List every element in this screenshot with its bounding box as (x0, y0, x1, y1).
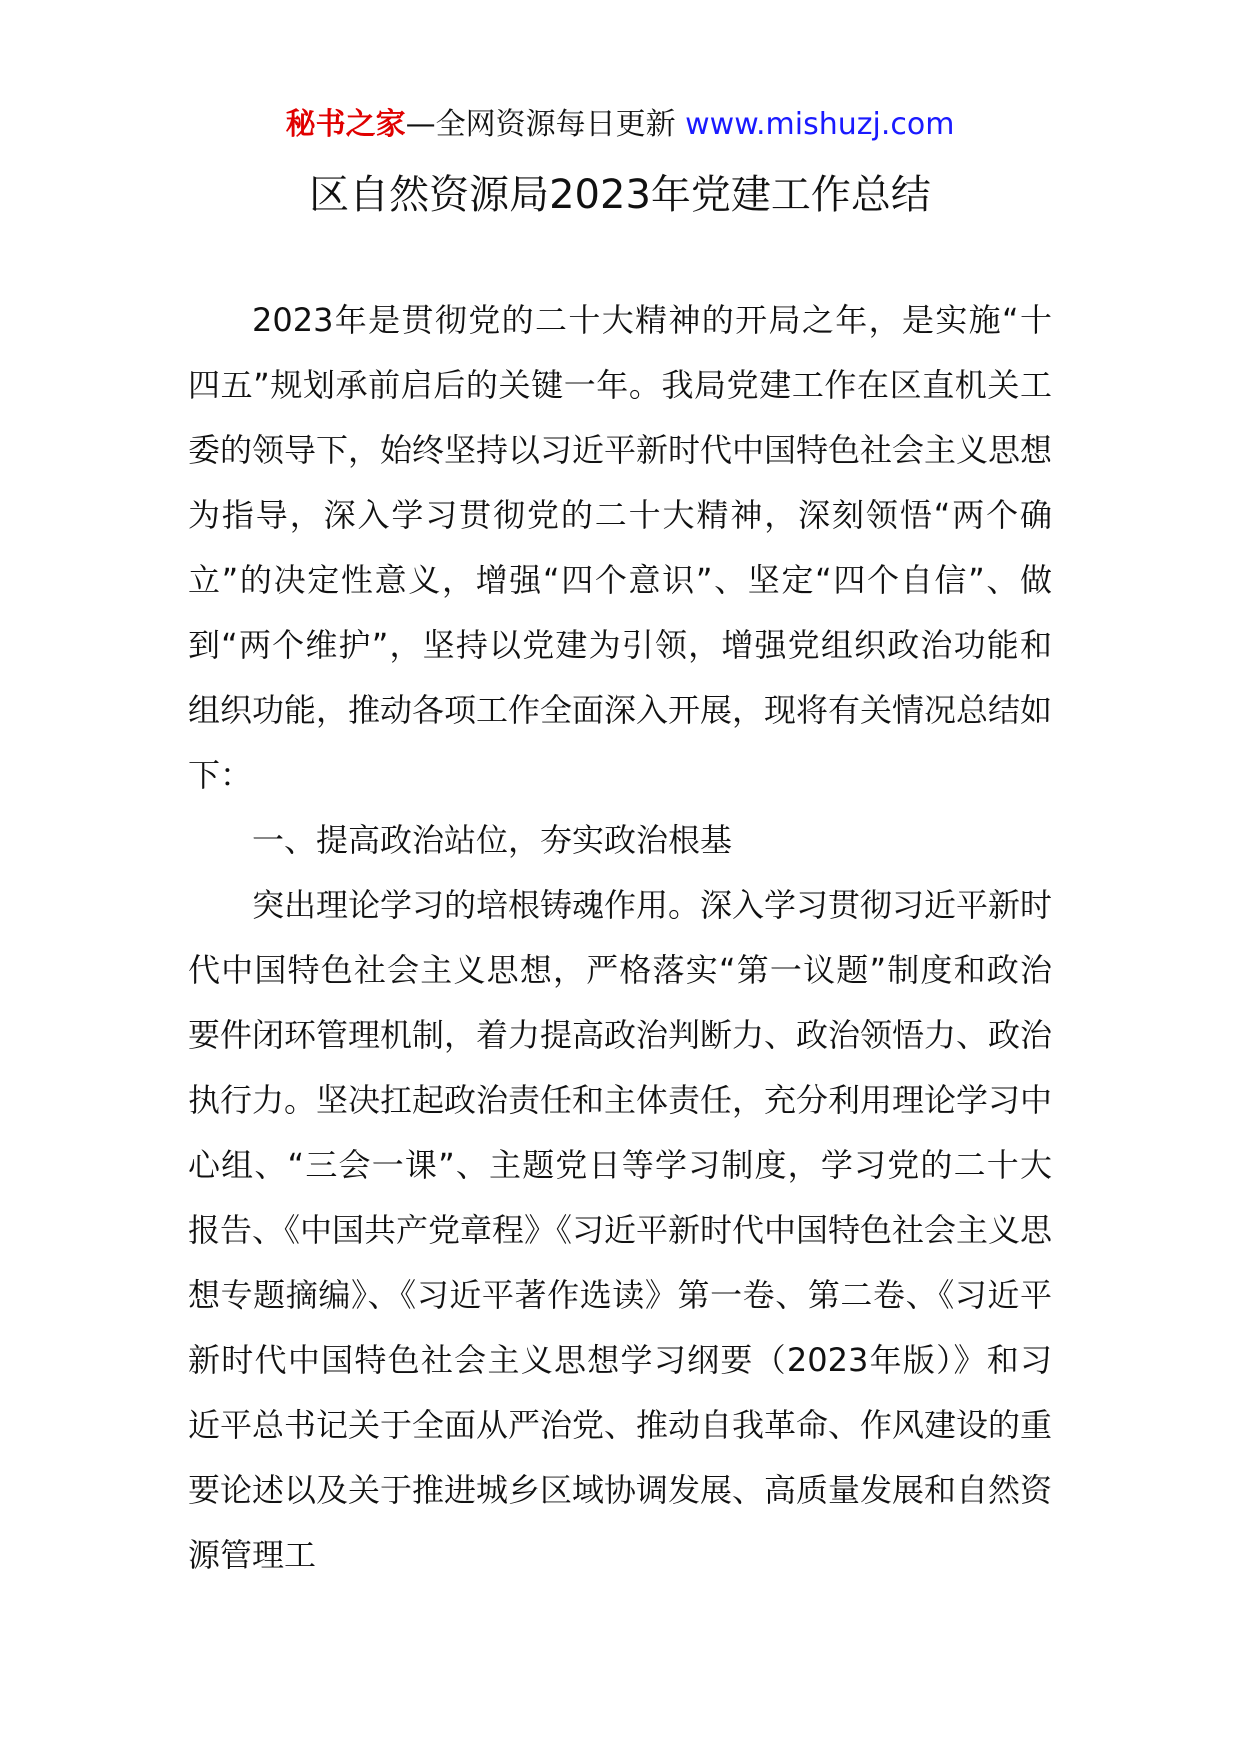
section-1-paragraph: 突出理论学习的培根铸魂作用。深入学习贯彻习近平新时代中国特色社会主义思想，严格落实“第一议题”制度和政治要件闭环管理机制，着力提高政治判断力、政治领悟力、政治执行力。坚决扛起政治责任和主体责任，充分利用理论学习中心组、“三会一课”、主题党日等学习制度，学习党的二十大报告、《中国共产党章程》《习近平新时代中国特色社会主义思想专题摘编》、《习近平著作选读》第一卷、第二卷、《习近平新时代中国特色社会主义思想学习纲要（2023年版）》和习近平总书记关于全面从严治党、推动自我革命、作风建设的重要论述以及关于推进城乡区域协调发展、高质量发展和自然资源管理工 (188, 886, 1053, 1574)
document-title: 区自然资源局2023年党建工作总结 (309, 172, 931, 218)
site-url-link[interactable]: www.mishuzj.com (685, 107, 955, 142)
site-slogan: —全网资源每日更新 (405, 107, 676, 142)
section-heading-1: 一、提高政治站位，夯实政治根基 (252, 821, 733, 859)
document-body (188, 288, 1052, 1588)
site-brand: 秘书之家 (285, 107, 406, 142)
intro-paragraph: 2023年是贯彻党的二十大精神的开局之年，是实施“十四五”规划承前启后的关键一年。我局党建工作在区直机关工委的领导下，始终坚持以习近平新时代中国特色社会主义思想为指导，深入学习贯彻党的二十大精神，深刻领悟“两个确立”的决定性意义，增强“四个意识”、坚定“四个自信”、做到“两个维护”，坚持以党建为引领，增强党组织政治功能和组织功能，推动各项工作全面深入开展，现将有关情况总结如下： (188, 301, 1053, 794)
site-header (0, 100, 1240, 150)
